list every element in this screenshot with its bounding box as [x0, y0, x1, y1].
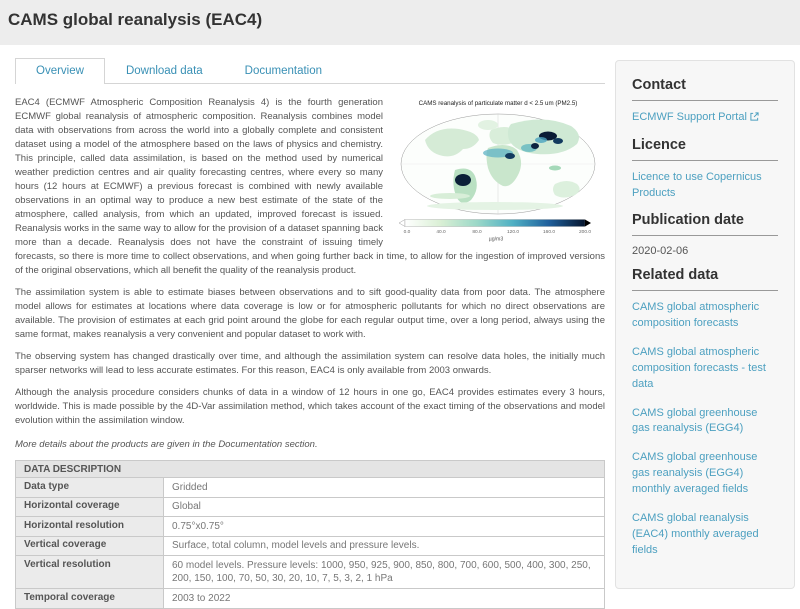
row-label: Vertical resolution	[16, 556, 164, 589]
related-data-list	[632, 300, 778, 559]
overview-paragraph-2: The assimilation system is able to estimate biases between observations and to sift good-quality data from poor data. The atmosphere model allows for estimates at locations where data coverage is low or for atmospheric pollutants for which no direct observations are available. The provision of estimates at each grid point around the globe for each regular output time, over a long period, always using the same format, makes reanalysis a very convenient and popular dataset to work with.	[15, 287, 605, 340]
related-link-eac4-monthly-fields[interactable]: CAMS global reanalysis (EAC4) monthly averaged fields	[632, 512, 759, 557]
tab-overview[interactable]: Overview	[15, 58, 105, 84]
colorbar-tick: 80.0	[472, 230, 482, 235]
row-label: Horizontal resolution	[16, 517, 164, 537]
sidebar	[615, 60, 795, 589]
colorbar-unit: µg/m3	[488, 236, 504, 243]
tab-bar	[15, 58, 605, 84]
table-caption: DATA DESCRIPTION	[16, 461, 605, 478]
tab-documentation[interactable]: Documentation	[244, 65, 323, 77]
row-value: Global	[164, 497, 605, 517]
table-row	[16, 497, 605, 517]
colorbar-tick: 120.0	[506, 230, 520, 235]
licence-link[interactable]: Licence to use Copernicus Products	[632, 170, 762, 199]
publication-date-value: 2020-02-06	[632, 244, 689, 257]
table-row	[16, 556, 605, 589]
colorbar-tick: 40.0	[436, 230, 446, 235]
row-label: Data type	[16, 478, 164, 498]
related-link-cams-forecasts[interactable]: CAMS global atmospheric composition forecasts	[632, 300, 760, 329]
table-row	[16, 589, 605, 609]
divider	[632, 290, 778, 291]
overview-paragraph-4: Although the analysis procedure considers chunks of data in a window of 12 hours in one go, EAC4 provides estimates every 3 hours, worldwide. This is made possible by the 4D-Var assimilation method, which takes account of the exact timing of the observations and model evolution within the assimilation window.	[15, 387, 605, 426]
world-map-globe	[401, 114, 595, 214]
page-title: CAMS global reanalysis (EAC4)	[8, 10, 263, 29]
divider	[632, 160, 778, 161]
colorbar-tick: 200.0	[578, 230, 592, 235]
publication-date-heading: Publication date	[632, 211, 744, 228]
row-value: 60 model levels. Pressure levels: 1000, 950, 925, 900, 850, 800, 700, 600, 500, 400, 300, 250, 200, 150, 100, 70, 50, 30, 20, 10, 7, 5, 3, 2, 1 hPa	[164, 556, 605, 589]
row-value: 2003 to 2022	[164, 589, 605, 609]
sidebar-column	[615, 60, 795, 589]
related-data-heading: Related data	[632, 266, 719, 283]
figure-colorbar	[399, 220, 591, 243]
table-row	[16, 478, 605, 498]
divider	[632, 235, 778, 236]
ecmwf-support-portal-label: ECMWF Support Portal	[632, 111, 747, 123]
related-link-egg4-reanalysis[interactable]: CAMS global greenhouse gas reanalysis (EGG4)	[632, 406, 758, 435]
overview-paragraph-1: EAC4 (ECMWF Atmospheric Composition Reanalysis 4) is the fourth generation ECMWF global reanalysis of atmospheric composition. Reanalysis combines model data with observations from across the world into a globally complete and consistent dataset using a model of the atmosphere based on the laws of physics and chemistry. This principle, called data assimilation, is based on the method used by numerical weather prediction centres and air quality forecasting centres, where every so many hours (12 hours at ECMWF) a previous forecast is combined with newly available observations in an optimal way to produce a new best estimate of the state of the atmosphere, called analysis, from which an updated, improved forecast is issued. Reanalysis works in the same way to allow for the provision of a dataset spanning back more than a decade. Reanalysis does not have the constraint of issuing timely forecasts, so there is more time to collect observations, and when going further back in time, to allow for the ingestion of improved versions of the original observations, which all benefit the quality of the reanalysis product.	[15, 97, 605, 276]
related-link-egg4-monthly-fields[interactable]: CAMS global greenhouse gas reanalysis (EGG4) monthly averaged fields	[632, 451, 758, 496]
documentation-note: More details about the products are given in the Documentation section.	[15, 439, 318, 450]
overview-panel	[15, 84, 605, 609]
divider	[632, 100, 778, 101]
tab-download-data[interactable]: Download data	[125, 65, 203, 77]
overview-paragraph-3: The observing system has changed drastically over time, and although the assimilation system can resolve data holes, the initially much sparser networks will lead to less accurate estimates. For this reason, EAC4 is only available from 2003 onwards.	[15, 351, 605, 376]
reanalysis-map-figure	[395, 96, 605, 242]
row-value: Surface, total column, model levels and pressure levels.	[164, 536, 605, 556]
colorbar-tick: 160.0	[542, 230, 556, 235]
main-column	[15, 45, 605, 609]
figure-title: CAMS reanalysis of particulate matter d < 2.5 um (PM2.5)	[418, 100, 578, 107]
row-label: Horizontal coverage	[16, 497, 164, 517]
ecmwf-support-portal-link[interactable]	[632, 110, 778, 127]
content-row	[0, 45, 800, 609]
page-header	[0, 0, 800, 45]
colorbar-tick: 0.0	[403, 230, 411, 235]
table-caption-row	[16, 461, 605, 478]
licence-heading: Licence	[632, 136, 686, 153]
table-row	[16, 517, 605, 537]
row-value: 0.75°x0.75°	[164, 517, 605, 537]
table-row	[16, 536, 605, 556]
external-link-icon	[750, 111, 759, 127]
related-link-cams-forecasts-test-data[interactable]: CAMS global atmospheric composition forecasts - test data	[632, 345, 766, 390]
row-label: Vertical coverage	[16, 536, 164, 556]
row-label: Temporal coverage	[16, 589, 164, 609]
contact-heading: Contact	[632, 77, 686, 93]
row-value: Gridded	[164, 478, 605, 498]
data-description-table	[15, 460, 605, 609]
world-map-image	[395, 96, 605, 242]
